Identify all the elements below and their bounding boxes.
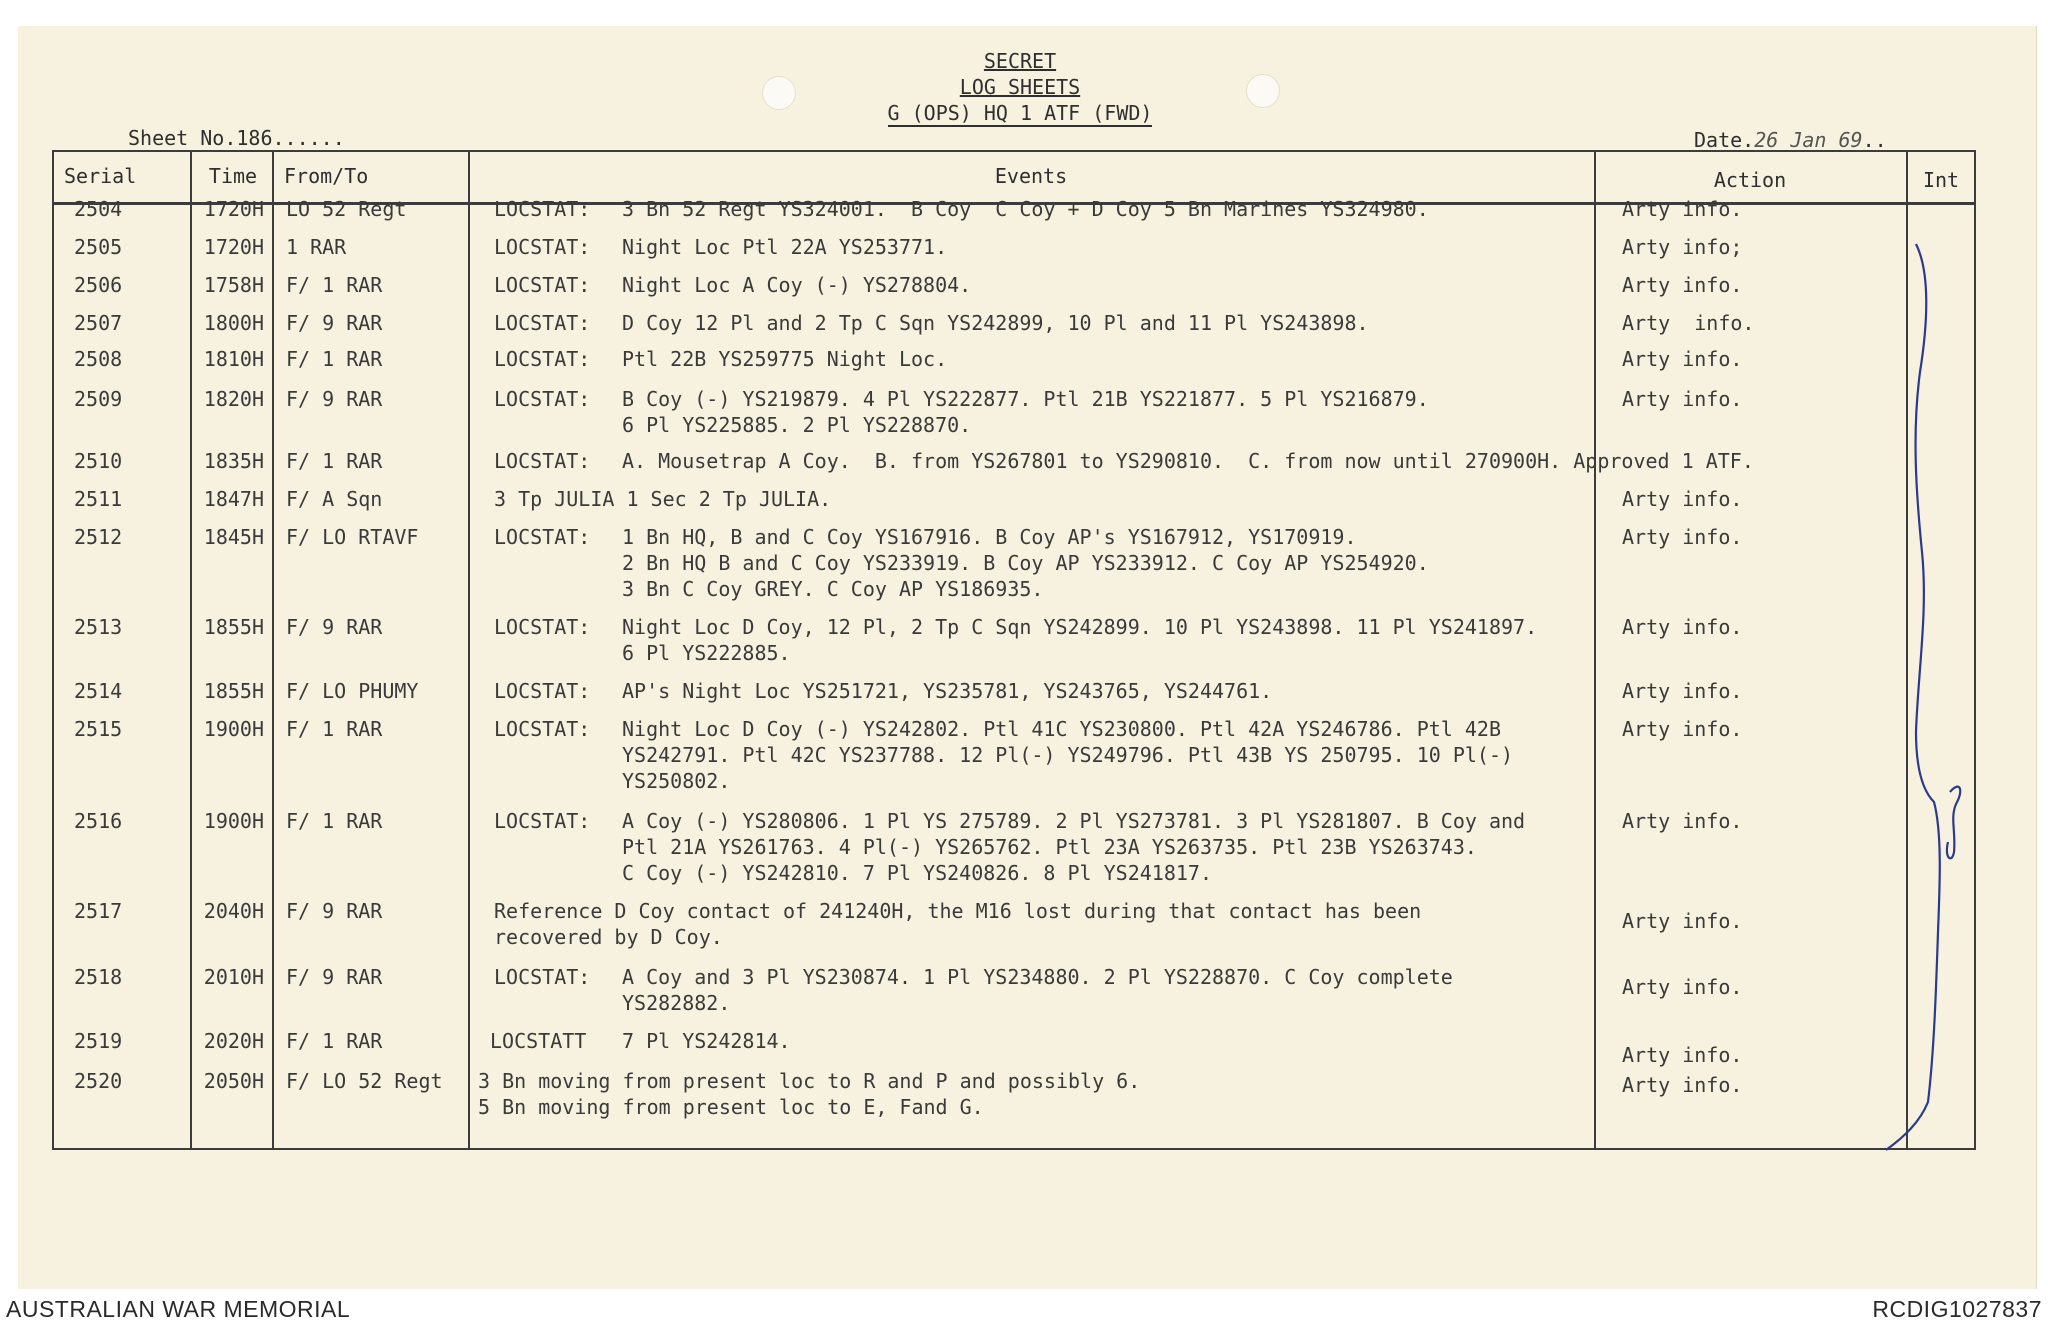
col-from-to: From/To xyxy=(284,164,369,188)
action-cell: Arty info. xyxy=(1622,909,1743,933)
sheet-number xyxy=(128,126,345,150)
event-text: 3 Tp JULIA 1 Sec 2 Tp JULIA. xyxy=(494,487,832,511)
from-to-cell: F/ 9 RAR xyxy=(286,387,383,411)
action-cell: Arty info. xyxy=(1622,525,1743,549)
action-cell: Arty info. xyxy=(1622,1073,1743,1097)
event-text: Night Loc D Coy (-) YS242802. Ptl 41C YS230800. Ptl 42A YS246786. Ptl 42B YS242791. Ptl 42C YS237788. 12 Pl(-) YS249796. Ptl 43B YS 250795. 10 Pl(-) YS250802. xyxy=(622,717,1514,793)
from-to-cell: F/ 1 RAR xyxy=(286,809,383,833)
time-cell: 1855H xyxy=(203,679,264,703)
title-unit: G (OPS) HQ 1 ATF (FWD) xyxy=(887,101,1153,125)
footer-archive: AUSTRALIAN WAR MEMORIAL xyxy=(6,1296,351,1322)
footer-reference: RCDIG1027837 xyxy=(1872,1296,2042,1322)
event-text: AP's Night Loc YS251721, YS235781, YS243765, YS244761. xyxy=(622,679,1273,703)
serial-cell: 2520 xyxy=(74,1069,123,1093)
serial-cell: 2518 xyxy=(74,965,123,989)
title-log-sheets: LOG SHEETS xyxy=(959,75,1081,99)
time-cell: 1835H xyxy=(203,449,264,473)
event-text: B Coy (-) YS219879. 4 Pl YS222877. Ptl 21B YS221877. 5 Pl YS216879. 6 Pl YS225885. 2 Pl YS228870. xyxy=(622,387,1429,437)
event-label: LOCSTAT: xyxy=(494,809,591,833)
serial-cell: 2514 xyxy=(74,679,123,703)
serial-cell: 2515 xyxy=(74,717,123,741)
action-cell: Arty info. xyxy=(1622,1043,1743,1067)
document-title xyxy=(760,48,1280,126)
event-text: A Coy (-) YS280806. 1 Pl YS 275789. 2 Pl YS273781. 3 Pl YS281807. B Coy and Ptl 21A YS261763. 4 Pl(-) YS265762. Ptl 23A YS263735. Ptl 23B YS263743. C Coy (-) YS242810. 7 Pl YS240826. 8 Pl YS241817. xyxy=(622,809,1526,885)
event-label: LOCSTAT: xyxy=(494,679,591,703)
from-to-cell: F/ 1 RAR xyxy=(286,273,383,297)
serial-cell: 2507 xyxy=(74,311,123,335)
event-text: Night Loc Ptl 22A YS253771. xyxy=(622,235,948,259)
time-cell: 1845H xyxy=(203,525,264,549)
date-label: Date. xyxy=(1694,128,1755,152)
action-cell: Arty info. xyxy=(1622,615,1743,639)
event-label: LOCSTAT: xyxy=(494,387,591,411)
serial-cell: 2510 xyxy=(74,449,123,473)
from-to-cell: F/ LO 52 Regt xyxy=(286,1069,443,1093)
sheet-dots: ...... xyxy=(272,126,345,150)
event-label: LOCSTAT: xyxy=(494,347,591,371)
time-cell: 1800H xyxy=(203,311,264,335)
sheet-number-value: 186 xyxy=(236,126,273,150)
from-to-cell: F/ 1 RAR xyxy=(286,717,383,741)
event-text: Night Loc A Coy (-) YS278804. xyxy=(622,273,972,297)
event-text: A. Mousetrap A Coy. B. from YS267801 to YS290810. C. from now until 270900H. Approved 1 ATF. xyxy=(622,449,1754,473)
from-to-cell: F/ LO RTAVF xyxy=(286,525,419,549)
action-cell: Arty info. xyxy=(1622,273,1743,297)
event-label: LOCSTAT: xyxy=(494,311,591,335)
from-to-cell: F/ 1 RAR xyxy=(286,347,383,371)
time-cell: 1820H xyxy=(203,387,264,411)
divider xyxy=(190,152,192,1148)
date-field xyxy=(1694,128,1887,152)
action-cell: Arty info. xyxy=(1622,975,1743,999)
serial-cell: 2508 xyxy=(74,347,123,371)
handwritten-bracket xyxy=(1864,232,1974,1162)
from-to-cell: F/ 9 RAR xyxy=(286,615,383,639)
from-to-cell: LO 52 Regt xyxy=(286,197,407,221)
initials-mark xyxy=(1947,787,1960,859)
time-cell: 1720H xyxy=(203,235,264,259)
from-to-cell: F/ 1 RAR xyxy=(286,449,383,473)
event-label: LOCSTAT: xyxy=(494,273,591,297)
from-to-cell: F/ 1 RAR xyxy=(286,1029,383,1053)
action-cell: Arty info. xyxy=(1622,347,1743,371)
event-label: LOCSTAT: xyxy=(494,717,591,741)
log-table xyxy=(52,150,1976,1150)
col-time: Time xyxy=(208,164,258,188)
event-text: 3 Bn 52 Regt YS324001. B Coy C Coy + D Coy 5 Bn Marines YS324980. xyxy=(622,197,1429,221)
time-cell: 2020H xyxy=(203,1029,264,1053)
event-text: 1 Bn HQ, B and C Coy YS167916. B Coy AP's YS167912, YS170919. 2 Bn HQ B and C Coy YS233919. B Coy AP YS233912. C Coy AP YS254920. 3 Bn C Coy GREY. C Coy AP YS186935. xyxy=(622,525,1429,601)
time-cell: 1758H xyxy=(203,273,264,297)
time-cell: 1720H xyxy=(203,197,264,221)
serial-cell: 2504 xyxy=(74,197,123,221)
from-to-cell: F/ A Sqn xyxy=(286,487,383,511)
divider xyxy=(468,152,470,1148)
action-cell: Arty info. xyxy=(1622,197,1743,221)
event-label: LOCSTATT xyxy=(490,1029,587,1053)
col-serial: Serial xyxy=(64,164,137,188)
action-cell: Arty info. xyxy=(1622,311,1755,335)
time-cell: 1900H xyxy=(203,809,264,833)
classification: SECRET xyxy=(983,49,1057,73)
event-label: LOCSTAT: xyxy=(494,197,591,221)
time-cell: 2040H xyxy=(203,899,264,923)
time-cell: 1810H xyxy=(203,347,264,371)
event-text: 3 Bn moving from present loc to R and P and possibly 6. 5 Bn moving from present loc to E, Fand G. xyxy=(478,1069,1141,1119)
time-cell: 1900H xyxy=(203,717,264,741)
col-action: Action xyxy=(1713,168,1787,192)
event-text: Night Loc D Coy, 12 Pl, 2 Tp C Sqn YS242899. 10 Pl YS243898. 11 Pl YS241897. 6 Pl YS222885. xyxy=(622,615,1538,665)
col-events: Events xyxy=(994,164,1068,188)
event-label: LOCSTAT: xyxy=(494,235,591,259)
serial-cell: 2517 xyxy=(74,899,123,923)
action-cell: Arty info. xyxy=(1622,717,1743,741)
serial-cell: 2512 xyxy=(74,525,123,549)
from-to-cell: F/ LO PHUMY xyxy=(286,679,419,703)
time-cell: 2050H xyxy=(203,1069,264,1093)
action-cell: Arty info. xyxy=(1622,809,1743,833)
serial-cell: 2513 xyxy=(74,615,123,639)
time-cell: 1855H xyxy=(203,615,264,639)
serial-cell: 2509 xyxy=(74,387,123,411)
action-cell: Arty info; xyxy=(1622,235,1743,259)
time-cell: 2010H xyxy=(203,965,264,989)
action-cell: Arty info. xyxy=(1622,387,1743,411)
serial-cell: 2505 xyxy=(74,235,123,259)
event-text: 7 Pl YS242814. xyxy=(622,1029,791,1053)
event-label: LOCSTAT: xyxy=(494,615,591,639)
from-to-cell: F/ 9 RAR xyxy=(286,899,383,923)
action-cell: Arty info. xyxy=(1622,679,1743,703)
serial-cell: 2511 xyxy=(74,487,123,511)
divider xyxy=(272,152,274,1148)
date-value: 26 Jan 69 xyxy=(1754,128,1863,152)
date-dots: .. xyxy=(1862,128,1887,152)
serial-cell: 2506 xyxy=(74,273,123,297)
event-label: LOCSTAT: xyxy=(494,965,591,989)
from-to-cell: F/ 9 RAR xyxy=(286,965,383,989)
event-text: Ptl 22B YS259775 Night Loc. xyxy=(622,347,948,371)
event-text: D Coy 12 Pl and 2 Tp C Sqn YS242899, 10 Pl and 11 Pl YS243898. xyxy=(622,311,1369,335)
col-int: Int xyxy=(1922,168,1960,192)
sheet-label: Sheet No. xyxy=(128,126,237,150)
event-label: LOCSTAT: xyxy=(494,449,591,473)
event-text: A Coy and 3 Pl YS230874. 1 Pl YS234880. 2 Pl YS228870. C Coy complete YS282882. xyxy=(622,965,1453,1015)
from-to-cell: F/ 9 RAR xyxy=(286,311,383,335)
event-label: LOCSTAT: xyxy=(494,525,591,549)
serial-cell: 2519 xyxy=(74,1029,123,1053)
from-to-cell: 1 RAR xyxy=(286,235,347,259)
event-text: Reference D Coy contact of 241240H, the M16 lost during that contact has been recovered by D Coy. xyxy=(494,899,1422,949)
action-cell: Arty info. xyxy=(1622,487,1743,511)
time-cell: 1847H xyxy=(203,487,264,511)
serial-cell: 2516 xyxy=(74,809,123,833)
